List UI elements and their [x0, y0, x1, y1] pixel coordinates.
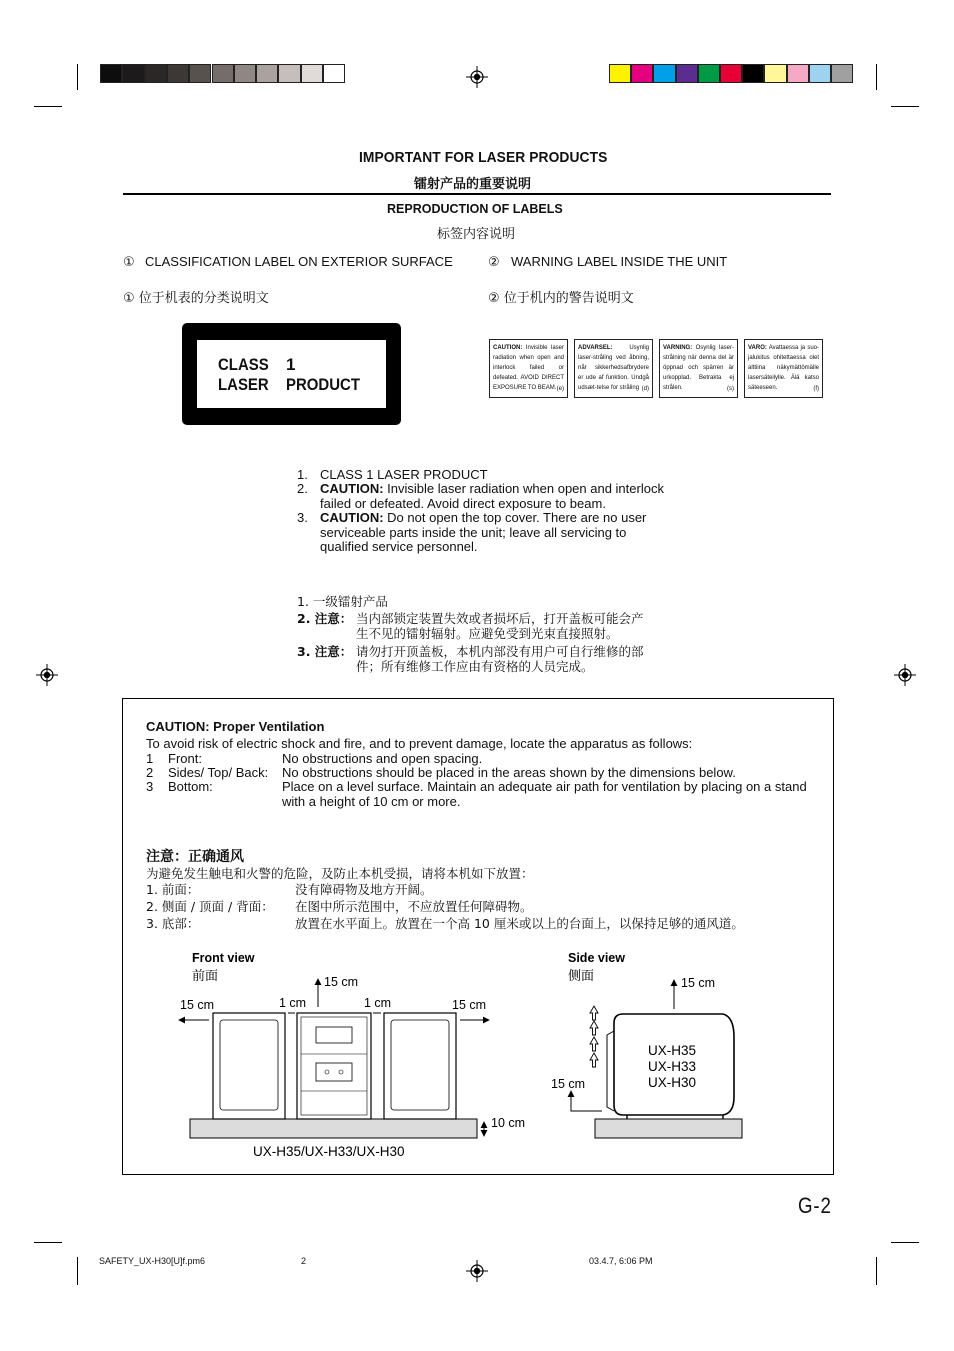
crop-mark: [891, 106, 919, 107]
gray-swatch: [323, 64, 345, 83]
ventilation-cn-text: 没有障碍物及地方开阔。: [295, 882, 433, 897]
crop-mark: [77, 1257, 78, 1285]
explain-cn-text: 件；所有维修工作应由有资格的人员完成。: [356, 659, 594, 674]
color-swatch: [676, 64, 698, 83]
left-speaker-grille: [220, 1020, 278, 1110]
explain-cn-lead: 3. 注意：: [297, 644, 353, 659]
warning-text: Invisible laser radiation when open and interlock failed or defeated. AVOID DIRECT EXPOSURE TO BEAM.: [493, 345, 564, 391]
gray-swatch: [189, 64, 211, 83]
ventilation-label: Bottom:: [168, 779, 213, 794]
side-back-label: 15 cm: [551, 1077, 586, 1091]
warning-label-danish: [574, 339, 653, 398]
ventilation-intro-cn: 为避免发生触电和火警的危险，及防止本机受损，请将本机如下放置：: [146, 866, 534, 881]
front-bottom-label: 10 cm: [491, 1116, 526, 1130]
ventilation-text: No obstructions and open spacing.: [282, 751, 483, 766]
warning-text: Osynlig laser-strålning när denna del är öppnad och spärren är urkopplad. Betrakta ej strålen.: [663, 345, 734, 391]
front-top-label: 15 cm: [324, 975, 359, 989]
registration-mark-icon: [466, 1260, 488, 1282]
cassette-deck: [316, 1063, 352, 1081]
footer-page: 2: [301, 1256, 307, 1266]
front-left-label: 15 cm: [180, 998, 215, 1012]
explain-text-block: [320, 511, 650, 555]
registration-mark-icon: [36, 664, 58, 686]
ventilation-num: 2: [146, 765, 154, 780]
side-model-label: UX-H35: [648, 1043, 697, 1058]
front-gap-left-label: 1 cm: [279, 996, 307, 1010]
header-rule: [123, 193, 831, 195]
color-swatch: [742, 64, 764, 83]
registration-mark-icon: [466, 66, 488, 88]
ventilation-cn-label: 1. 前面：: [146, 882, 200, 897]
color-swatch: [653, 64, 675, 83]
explain-lead: CAUTION:: [320, 481, 384, 496]
ventilation-cn-label: 2. 侧面 / 顶面 / 背面：: [146, 899, 274, 914]
class-label: [182, 323, 401, 425]
ventilation-text: Place on a level surface. Maintain an adequate air path for ventilation by placing on a stand: [282, 779, 807, 794]
explain-cn-text: 生不见的镭射辐射。应避免受到光束直接照射。: [356, 626, 619, 641]
gray-swatch: [278, 64, 300, 83]
caption-text: CLASSIFICATION LABEL ON EXTERIOR SURFACE: [145, 254, 453, 269]
warning-code: (s): [727, 386, 734, 392]
label-caption-left-cn: ① 位于机表的分类说明文: [123, 291, 269, 306]
warning-text: Avattaessa ja suo-jalukitus ohitettaessa olet alttiina näkymättömälle lasersäteilylle. Älä katso säteeseen.: [748, 345, 819, 391]
gray-swatch: [167, 64, 189, 83]
label-caption-right: [488, 254, 728, 270]
warning-lead: ADVARSEL:: [578, 345, 613, 351]
front-stand: [190, 1119, 477, 1138]
ventilation-cn-text: 放置在水平面上。放置在一个高 10 厘米或以上的台面上，以保持足够的通风道。: [295, 916, 744, 931]
crop-mark: [891, 1242, 919, 1243]
explain-cn-lead: 2. 注意：: [297, 611, 353, 626]
ventilation-label: Sides/ Top/ Back:: [168, 765, 269, 780]
side-model-label: UX-H30: [648, 1075, 697, 1090]
warning-lead: VARNING:: [663, 345, 693, 351]
explain-text: CLASS 1 LASER PRODUCT: [320, 467, 488, 482]
section-title: REPRODUCTION OF LABELS: [387, 202, 563, 216]
label-caption-right-cn: ② 位于机内的警告说明文: [488, 291, 634, 306]
ventilation-num: 1: [146, 751, 154, 766]
ventilation-cn-text: 在图中所示范围中，不应放置任何障碍物。: [295, 899, 533, 914]
color-swatch: [609, 64, 631, 83]
crop-mark: [876, 64, 877, 90]
explain-cn-text: 当内部锁定装置失效或者损坏后，打开盖板可能会产: [356, 611, 644, 626]
gray-swatch: [100, 64, 122, 83]
front-right-label: 15 cm: [452, 998, 487, 1012]
warning-code: (e): [556, 386, 564, 392]
explain-num: 3.: [297, 510, 308, 525]
color-swatch: [831, 64, 853, 83]
crop-mark: [34, 106, 62, 107]
class-label-inner: [197, 340, 386, 408]
class-label-word: CLASS: [218, 355, 269, 374]
page-title: IMPORTANT FOR LASER PRODUCTS: [359, 149, 608, 166]
gray-swatch: [256, 64, 278, 83]
warning-label-english: [489, 339, 568, 398]
explain-lead: CAUTION:: [320, 510, 384, 525]
gray-swatch: [145, 64, 167, 83]
explain-cn-item: 1. 一级镭射产品: [297, 594, 388, 609]
caption-marker: ①: [123, 254, 135, 269]
ventilation-intro: To avoid risk of electric shock and fire, and to prevent damage, locate the apparatus as follows:: [146, 736, 693, 751]
page-number: G-2: [798, 1193, 832, 1218]
class-label-word: PRODUCT: [286, 375, 360, 394]
crop-mark: [876, 1257, 877, 1285]
ventilation-label: Front:: [168, 751, 202, 766]
front-view-title: Front view: [192, 951, 255, 965]
registration-mark-icon: [894, 664, 916, 686]
front-gap-right-label: 1 cm: [364, 996, 392, 1010]
warning-text: Usynlig laser-stråling ved åbning, når sikkerhedsafbrydere er ude af funktion. Undgå udsæt-telse for stråling: [578, 345, 649, 391]
class-label-word: 1: [286, 355, 296, 374]
explain-cn-text: 请勿打开顶盖板，本机内部没有用户可自行维修的部: [356, 644, 644, 659]
warning-label-swedish: [659, 339, 738, 398]
label-caption-left: [123, 254, 453, 270]
display-window: [316, 1027, 352, 1043]
crop-mark: [77, 64, 78, 90]
crop-mark: [34, 1242, 62, 1243]
airflow-arrow-icon: [590, 1006, 598, 1067]
warning-code: (d): [641, 386, 649, 392]
color-swatch: [787, 64, 809, 83]
gray-swatch: [301, 64, 323, 83]
explain-text: Invisible laser radiation when open and interlock failed or defeated. Avoid direct exposure to beam.: [320, 481, 664, 511]
front-model-label: UX-H35/UX-H33/UX-H30: [253, 1144, 405, 1159]
ventilation-title: CAUTION: Proper Ventilation: [146, 719, 325, 734]
explain-num: 1.: [297, 467, 308, 482]
side-view-title-cn: 侧面: [568, 969, 595, 984]
color-swatch: [698, 64, 720, 83]
warning-label-finnish: [744, 339, 823, 398]
front-view-title-cn: 前面: [192, 969, 219, 984]
color-swatch: [631, 64, 653, 83]
warning-lead: CAUTION:: [493, 345, 523, 351]
ventilation-diagram: [123, 699, 833, 1174]
right-speaker-grille: [391, 1020, 449, 1110]
caption-marker: ②: [488, 254, 500, 269]
side-top-label: 15 cm: [681, 976, 716, 990]
explain-text-block: [320, 482, 670, 511]
color-swatch: [764, 64, 786, 83]
gray-swatch: [122, 64, 144, 83]
side-unit-back: [607, 1031, 614, 1111]
caption-text: WARNING LABEL INSIDE THE UNIT: [511, 254, 728, 269]
ventilation-text: No obstructions should be placed in the areas shown by the dimensions below.: [282, 765, 736, 780]
side-back-arrow: [571, 1091, 602, 1111]
ventilation-box: [122, 698, 834, 1175]
side-stand: [595, 1119, 742, 1138]
ventilation-title-cn: 注意：正确通风: [146, 849, 244, 865]
gray-swatch: [212, 64, 234, 83]
section-title-cn: 标签内容说明: [437, 227, 516, 242]
explain-text: Do not open the top cover. There are no user serviceable parts inside the unit; leave all servicing to qualified service personnel.: [320, 510, 647, 554]
gray-swatch: [234, 64, 256, 83]
ventilation-cn-label: 3. 底部：: [146, 916, 200, 931]
explain-num: 2.: [297, 481, 308, 496]
side-view-title: Side view: [568, 951, 625, 965]
footer-file: SAFETY_UX-H30[U]f.pm6: [99, 1256, 206, 1266]
footer-date: 03.4.7, 6:06 PM: [589, 1256, 653, 1266]
class-label-word: LASER: [218, 375, 269, 394]
page-title-cn: 镭射产品的重要说明: [414, 177, 532, 192]
ventilation-row-cont: with a height of 10 cm or more.: [282, 794, 461, 809]
warning-lead: VARO:: [748, 345, 767, 351]
side-model-label: UX-H33: [648, 1059, 697, 1074]
color-swatch: [720, 64, 742, 83]
color-swatch: [809, 64, 831, 83]
ventilation-num: 3: [146, 779, 154, 794]
warning-code: (f): [813, 386, 819, 392]
